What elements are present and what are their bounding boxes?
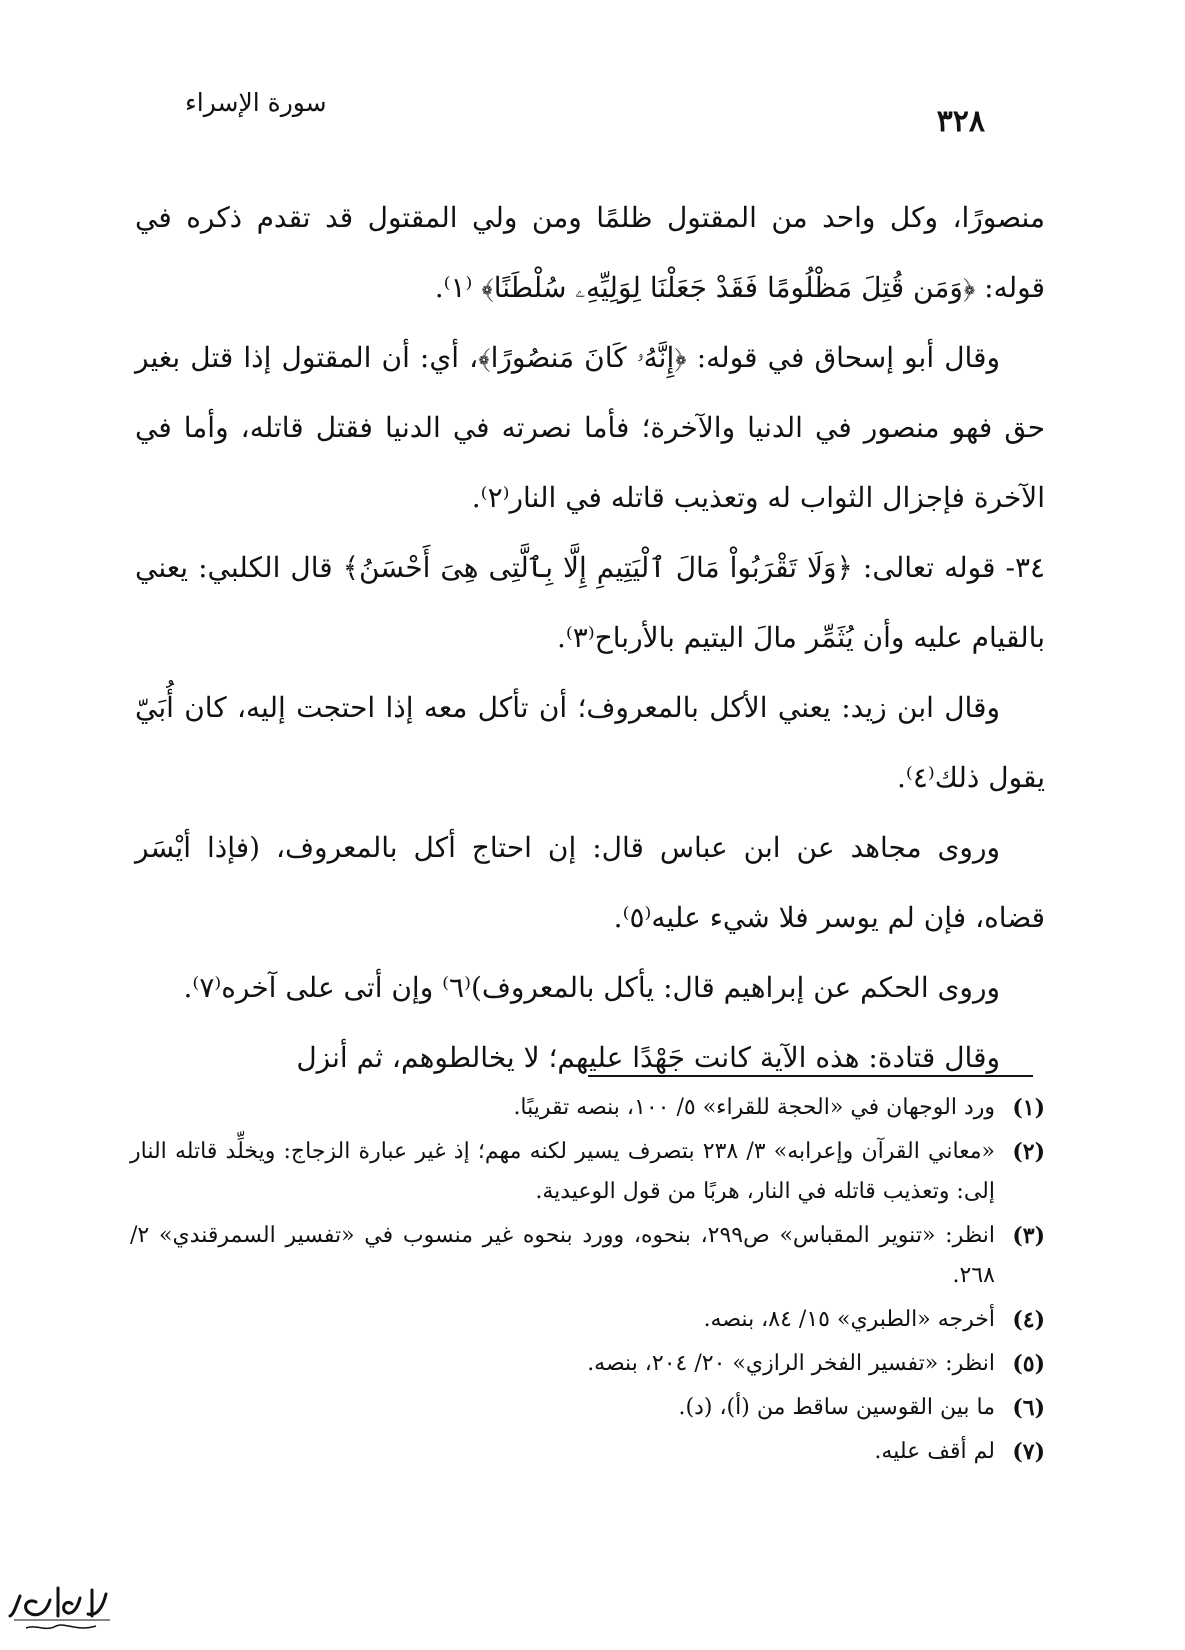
footnote-text: «معاني القرآن وإعرابه» ٣/ ٢٣٨ بتصرف يسير لكنه مهم؛ إذ غير عبارة الزجاج: ويخلِّد قاتله النار إلى: وتعذيب قاتله في النار، هربًا من قول الوعيدية. [130, 1139, 996, 1204]
footnote-number: (٤) [1012, 1307, 1045, 1333]
logo-graphic [6, 1576, 116, 1642]
footnote-text: لم أقف عليه. [874, 1439, 995, 1464]
footnote-text: ما بين القوسين ساقط من (أ)، (د). [678, 1395, 995, 1420]
paragraph: وقال أبو إسحاق في قوله: ﴿إِنَّهُۥ كَانَ مَنصُورًا﴾، أي: أن المقتول إذا قتل بغير حق فهو منصور في الدنيا والآخرة؛ فأما نصرته في الدنيا فقتل قاتله، وأما في الآخرة فإجزال الثواب له وتعذيب قاتله في النار⁽٢⁾. [135, 341, 1045, 514]
page-header [185, 88, 985, 138]
footnote-number: (٥) [1012, 1351, 1045, 1377]
footnote [130, 1432, 1045, 1472]
footnote [130, 1388, 1045, 1428]
paragraph: ٣٤- قوله تعالى: ﴿وَلَا تَقْرَبُواْ مَالَ ٱلْيَتِيمِ إِلَّا بِٱلَّتِى هِىَ أَحْسَنُ﴾ قال الكلبي: يعني بالقيام عليه وأن يُثَمِّر مالَ اليتيم بالأرباح⁽٣⁾. [135, 551, 1046, 654]
footnote-text: ورد الوجهان في «الحجة للقراء» ٥/ ١٠٠، بنصه تقريبًا. [513, 1095, 995, 1120]
footnote-number: (٦) [1012, 1395, 1045, 1421]
footnote-separator [588, 1075, 1033, 1077]
paragraph: وروى الحكم عن إبراهيم قال: يأكل بالمعروف)⁽٦⁾ وإن أتى على آخره⁽٧⁾. [183, 971, 1000, 1004]
paragraph: وقال ابن زيد: يعني الأكل بالمعروف؛ أن تأكل معه إذا احتجت إليه، كان أُبَيّ يقول ذلك⁽٤⁾. [135, 691, 1045, 794]
footnote [130, 1344, 1045, 1384]
page-number: ٣٢٨ [936, 104, 985, 139]
footnotes [130, 1088, 1045, 1476]
footnote-number: (٣) [1012, 1223, 1045, 1249]
footnote [130, 1088, 1045, 1128]
footnote [130, 1132, 1045, 1212]
paragraph: وروى مجاهد عن ابن عباس قال: إن احتاج أكل بالمعروف، (فإذا أيْسَر قضاه، فإن لم يوسر فلا شيء عليه⁽٥⁾. [135, 831, 1045, 934]
footnote-text: أخرجه «الطبري» ١٥/ ٨٤، بنصه. [703, 1307, 995, 1332]
footnote [130, 1300, 1045, 1340]
footnote [130, 1216, 1045, 1296]
footnote-number: (٧) [1012, 1439, 1045, 1465]
footnote-text: انظر: «تنوير المقباس» ص٢٩٩، بنحوه، وورد بنحوه غير منسوب في «تفسير السمرقندي» ٢/ ٢٦٨. [130, 1223, 995, 1288]
almoshahem-logo-icon [6, 1576, 116, 1642]
footnote-number: (١) [1012, 1095, 1045, 1121]
paragraph: منصورًا، وكل واحد من المقتول ظلمًا ومن ولي المقتول قد تقدم ذكره في قوله: ﴿وَمَن قُتِلَ مَظْلُومًا فَقَدْ جَعَلْنَا لِوَلِيِّهِۦ سُلْطَنًا﴾ ⁽١⁾. [135, 201, 1045, 304]
surah-title: سورة الإسراء [185, 88, 327, 117]
footnote-text: انظر: «تفسير الفخر الرازي» ٢٠/ ٢٠٤، بنصه. [587, 1351, 995, 1376]
footnote-number: (٢) [1012, 1139, 1045, 1165]
paragraph: وقال قتادة: هذه الآية كانت جَهْدًا عليهم؛ لا يخالطوهم، ثم أنزل [296, 1041, 1000, 1074]
main-text [135, 183, 1045, 1093]
